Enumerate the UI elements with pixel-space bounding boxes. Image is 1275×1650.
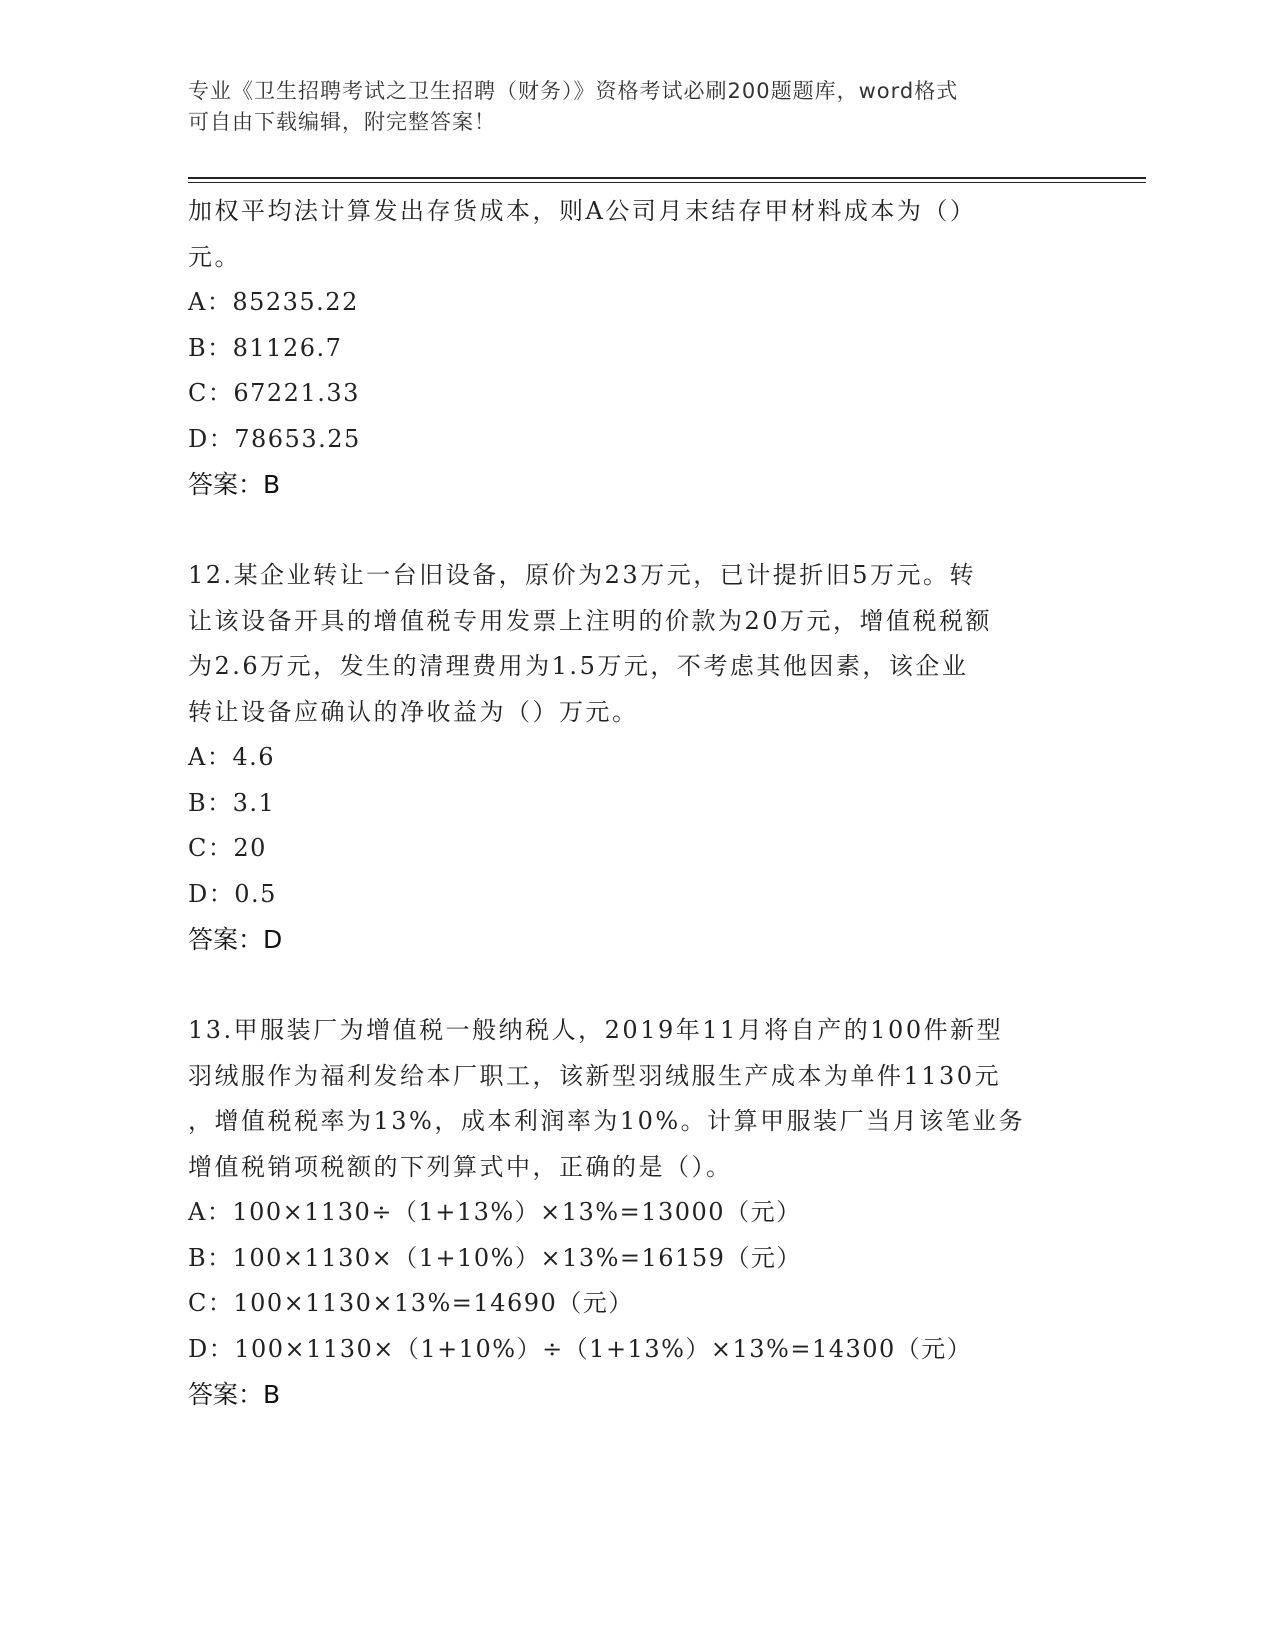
question-stem-line: 加权平均法计算发出存货成本，则A公司月末结存甲材料成本为（） <box>188 197 977 225</box>
header-divider <box>188 177 1146 183</box>
option-b: B：100×1130×（1+10%）×13%=16159（元） <box>188 1243 802 1272</box>
question-stem-line: 13.甲服装厂为增值税一般纳税人，2019年11月将自产的100件新型 <box>188 1016 1004 1044</box>
option-c: C：100×1130×13%=14690（元） <box>188 1289 634 1317</box>
question-stem-line: 12.某企业转让一台旧设备，原价为23万元，已计提折旧5万元。转 <box>188 561 976 589</box>
option-a: A：85235.22 <box>188 288 359 316</box>
question-stem-line: 增值税销项税额的下列算式中，正确的是（）。 <box>188 1152 733 1181</box>
question-stem-line: 转让设备应确认的净收益为（）万元。 <box>188 697 639 726</box>
option-c: C：20 <box>188 834 267 862</box>
question-12 <box>188 553 1088 963</box>
question-stem-line: 元。 <box>188 242 241 271</box>
spacer <box>188 508 1088 554</box>
option-b: B：3.1 <box>188 788 276 817</box>
answer-line: 答案：B <box>188 470 281 499</box>
question-stem-line: 为2.6万元，发生的清理费用为1.5万元，不考虑其他因素，该企业 <box>188 652 969 680</box>
option-b: B：81126.7 <box>188 333 343 362</box>
header-line-2: 可自由下载编辑，附完整答案！ <box>188 110 496 134</box>
spacer <box>188 963 1088 1009</box>
option-a: A：4.6 <box>188 743 275 771</box>
page-header <box>188 76 1068 138</box>
question-13 <box>188 1008 1088 1418</box>
question-stem-line: 让该设备开具的增值税专用发票上注明的价款为20万元，增值税税额 <box>188 606 993 635</box>
question-11 <box>188 189 1088 508</box>
answer-line: 答案：D <box>188 925 283 954</box>
option-a: A：100×1130÷（1+13%）×13%=13000（元） <box>188 1198 802 1226</box>
question-stem-line: 羽绒服作为福利发给本厂职工，该新型羽绒服生产成本为单件1130元 <box>188 1061 1002 1090</box>
option-d: D：78653.25 <box>188 424 361 453</box>
answer-line: 答案：B <box>188 1380 281 1409</box>
option-d: D：100×1130×（1+10%）÷（1+13%）×13%=14300（元） <box>188 1334 973 1363</box>
question-stem-line: ，增值税税率为13%，成本利润率为10%。计算甲服装厂当月该笔业务 <box>188 1107 1026 1135</box>
header-line-1: 专业《卫生招聘考试之卫生招聘（财务）》资格考试必刷200题题库，word格式 <box>188 79 959 103</box>
option-c: C：67221.33 <box>188 379 360 407</box>
option-d: D：0.5 <box>188 879 277 908</box>
question-content <box>188 189 1088 1418</box>
